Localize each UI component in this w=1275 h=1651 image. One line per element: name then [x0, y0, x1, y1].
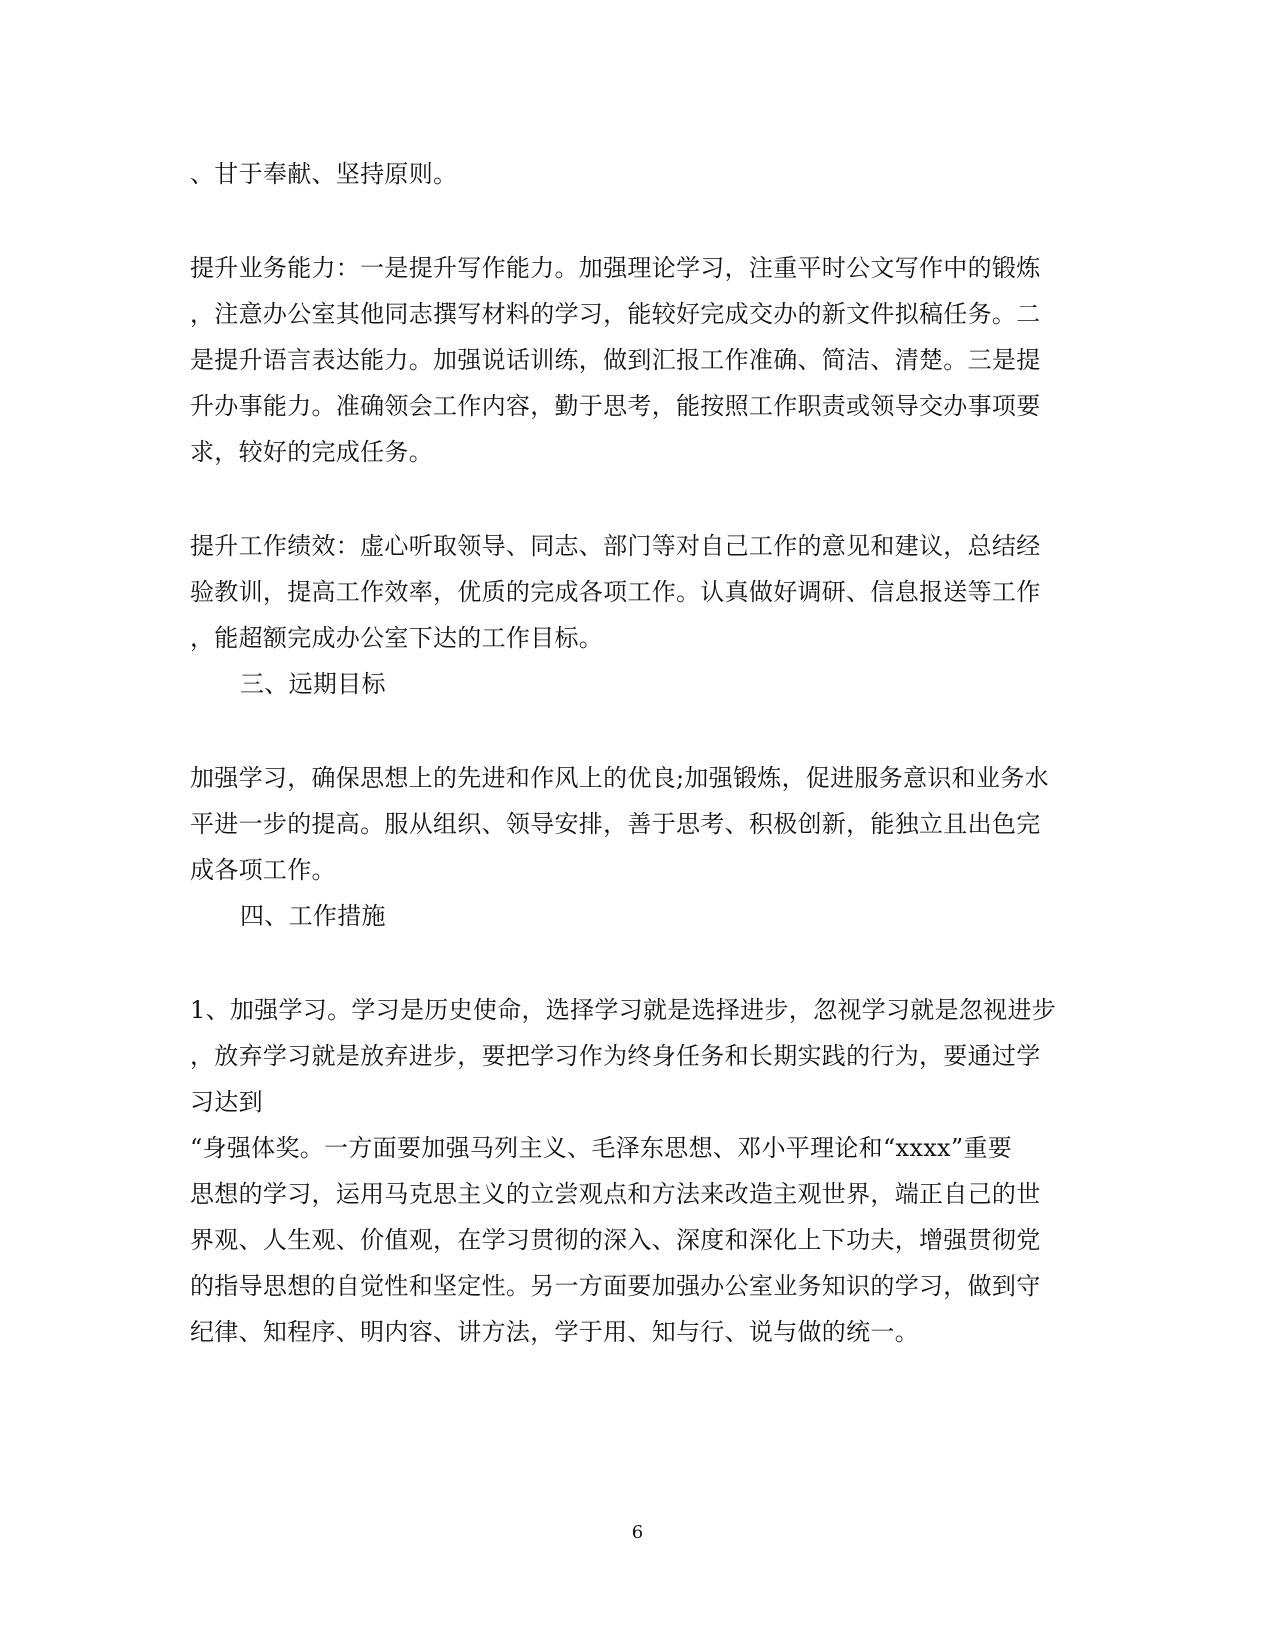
text-line-18: “身强体奖。一方面要加强马列主义、毛泽东思想、邓小平理论和“xxxx”重要 — [190, 1134, 1013, 1162]
text-line-21: 的指导思想的自觉性和坚定性。另一方面要加强办公室业务知识的学习，做到守 — [190, 1272, 1041, 1300]
text-line-3: ，注意办公室其他同志撰写材料的学习，能较好完成交办的新文件拟稿任务。二 — [190, 300, 1041, 328]
text-line-17: 习达到 — [190, 1088, 263, 1116]
text-line-1: 、甘于奉献、坚持原则。 — [190, 160, 458, 188]
text-line-11: 加强学习，确保思想上的先进和作风上的优良;加强锻炼，促进服务意识和业务水 — [190, 764, 1049, 792]
text-line-16: ，放弃学习就是放弃进步，要把学习作为终身任务和长期实践的行为，要通过学 — [190, 1042, 1041, 1070]
section-heading-three: 三、远期目标 — [240, 670, 386, 698]
text-line-19: 思想的学习，运用马克思主义的立尝观点和方法来改造主观世界，端正自己的世 — [190, 1180, 1041, 1208]
text-line-4: 是提升语言表达能力。加强说话训练，做到汇报工作准确、简洁、清楚。三是提 — [190, 346, 1041, 374]
page-number: 6 — [631, 1522, 644, 1543]
section-heading-four: 四、工作措施 — [240, 902, 386, 930]
text-line-15: 1、加强学习。学习是历史使命，选择学习就是选择进步，忽视学习就是忽视进步 — [190, 996, 1057, 1024]
text-line-9: ，能超额完成办公室下达的工作目标。 — [190, 624, 604, 652]
text-line-8: 验教训，提高工作效率，优质的完成各项工作。认真做好调研、信息报送等工作 — [190, 578, 1041, 606]
text-line-5: 升办事能力。准确领会工作内容，勤于思考，能按照工作职责或领导交办事项要 — [190, 392, 1041, 420]
text-line-20: 界观、人生观、价值观，在学习贯彻的深入、深度和深化上下功夫，增强贯彻党 — [190, 1226, 1041, 1254]
text-line-6: 求，较好的完成任务。 — [190, 438, 433, 466]
text-line-12: 平进一步的提高。服从组织、领导安排，善于思考、积极创新，能独立且出色完 — [190, 810, 1041, 838]
text-line-13: 成各项工作。 — [190, 856, 336, 884]
text-line-7: 提升工作绩效：虚心听取领导、同志、部门等对自己工作的意见和建议，总结经 — [190, 532, 1041, 560]
text-line-22: 纪律、知程序、明内容、讲方法，学于用、知与行、说与做的统一。 — [190, 1318, 919, 1346]
text-line-2: 提升业务能力：一是提升写作能力。加强理论学习，注重平时公文写作中的锻炼 — [190, 254, 1041, 282]
